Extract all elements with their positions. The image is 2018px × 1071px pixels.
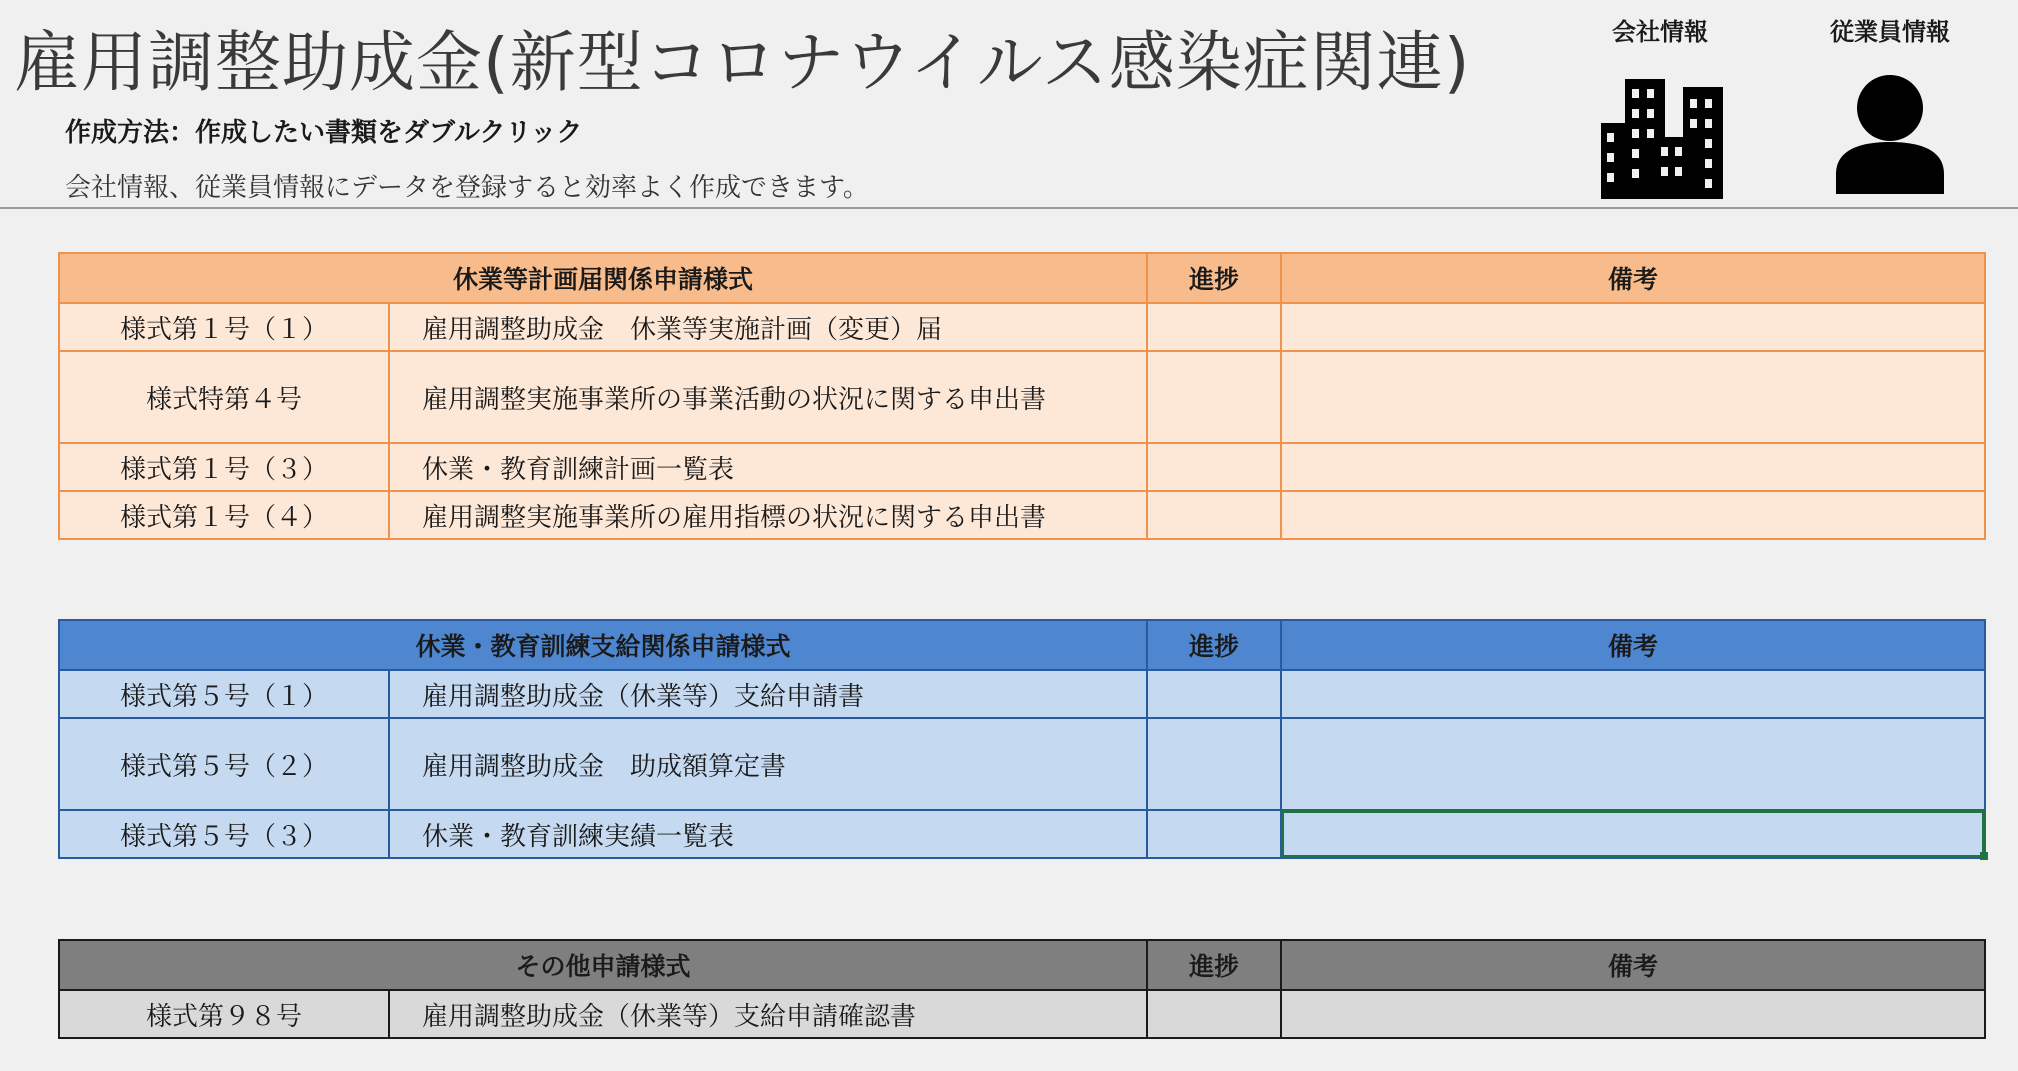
form-section-payment — [58, 619, 1986, 859]
form-name[interactable]: 雇用調整助成金（休業等）支給申請書 — [389, 670, 1147, 718]
form-name[interactable]: 雇用調整実施事業所の事業活動の状況に関する申出書 — [389, 351, 1147, 443]
section-title: その他申請様式 — [59, 940, 1147, 990]
progress-cell[interactable] — [1147, 670, 1281, 718]
description: 会社情報、従業員情報にデータを登録すると効率よく作成できます。 — [65, 173, 869, 203]
company-info-button[interactable] — [1590, 12, 1730, 47]
form-number[interactable]: 様式第９８号 — [59, 990, 389, 1038]
notes-cell[interactable] — [1281, 443, 1985, 491]
form-row[interactable] — [59, 303, 1985, 351]
notes-cell[interactable] — [1281, 718, 1985, 810]
form-section-plan — [58, 252, 1986, 540]
progress-cell[interactable] — [1147, 303, 1281, 351]
form-number[interactable]: 様式第５号（２） — [59, 718, 389, 810]
progress-header: 進捗 — [1147, 253, 1281, 303]
instructions: 作成方法：作成したい書類をダブルクリック — [65, 118, 583, 148]
section-title: 休業・教育訓練支給関係申請様式 — [59, 620, 1147, 670]
notes-cell-selected[interactable] — [1281, 810, 1985, 858]
progress-cell[interactable] — [1147, 491, 1281, 539]
page-title: 雇用調整助成金(新型コロナウイルス感染症関連) — [14, 24, 1471, 101]
form-name[interactable]: 休業・教育訓練計画一覧表 — [389, 443, 1147, 491]
progress-cell[interactable] — [1147, 351, 1281, 443]
section-header-row — [59, 940, 1985, 990]
form-name[interactable]: 雇用調整助成金（休業等）支給申請確認書 — [389, 990, 1147, 1038]
notes-cell[interactable] — [1281, 670, 1985, 718]
form-row[interactable] — [59, 491, 1985, 539]
form-number[interactable]: 様式第５号（１） — [59, 670, 389, 718]
section-header-row — [59, 253, 1985, 303]
notes-header: 備考 — [1281, 253, 1985, 303]
notes-header: 備考 — [1281, 940, 1985, 990]
selection-fill-handle[interactable] — [1980, 852, 1988, 860]
form-row[interactable] — [59, 670, 1985, 718]
form-number[interactable]: 様式第１号（３） — [59, 443, 389, 491]
notes-cell[interactable] — [1281, 491, 1985, 539]
form-section-other — [58, 939, 1986, 1039]
notes-cell[interactable] — [1281, 351, 1985, 443]
progress-header: 進捗 — [1147, 620, 1281, 670]
person-icon — [1836, 72, 1944, 194]
progress-cell[interactable] — [1147, 443, 1281, 491]
header-divider — [0, 207, 2018, 209]
form-row[interactable] — [59, 810, 1985, 858]
form-name[interactable]: 雇用調整助成金 休業等実施計画（変更）届 — [389, 303, 1147, 351]
form-row[interactable] — [59, 990, 1985, 1038]
section-title: 休業等計画届関係申請様式 — [59, 253, 1147, 303]
employee-info-label: 従業員情報 — [1830, 18, 1950, 46]
form-name[interactable]: 休業・教育訓練実績一覧表 — [389, 810, 1147, 858]
form-number[interactable]: 様式第１号（１） — [59, 303, 389, 351]
form-row[interactable] — [59, 443, 1985, 491]
progress-cell[interactable] — [1147, 810, 1281, 858]
progress-cell[interactable] — [1147, 990, 1281, 1038]
progress-cell[interactable] — [1147, 718, 1281, 810]
section-header-row — [59, 620, 1985, 670]
employee-info-button[interactable] — [1810, 12, 1970, 47]
company-info-label: 会社情報 — [1612, 18, 1708, 46]
form-name[interactable]: 雇用調整助成金 助成額算定書 — [389, 718, 1147, 810]
progress-header: 進捗 — [1147, 940, 1281, 990]
form-number[interactable]: 様式特第４号 — [59, 351, 389, 443]
form-name[interactable]: 雇用調整実施事業所の雇用指標の状況に関する申出書 — [389, 491, 1147, 539]
notes-cell[interactable] — [1281, 990, 1985, 1038]
form-number[interactable]: 様式第１号（４） — [59, 491, 389, 539]
notes-header: 備考 — [1281, 620, 1985, 670]
form-number[interactable]: 様式第５号（３） — [59, 810, 389, 858]
building-icon — [1601, 79, 1723, 199]
notes-cell[interactable] — [1281, 303, 1985, 351]
form-row[interactable] — [59, 718, 1985, 810]
form-row[interactable] — [59, 351, 1985, 443]
